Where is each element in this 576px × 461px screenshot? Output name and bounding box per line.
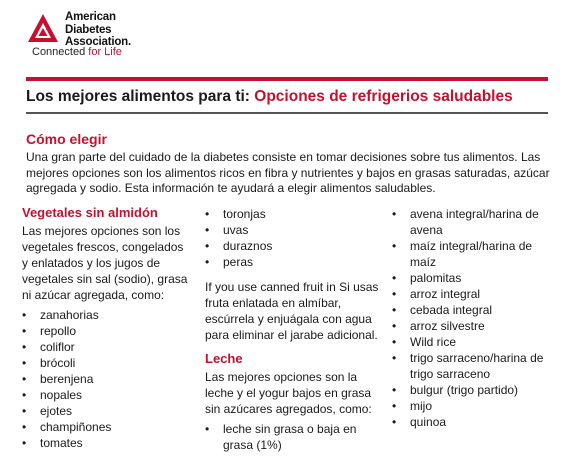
list-item: • repollo [22, 323, 192, 339]
header-rule-top [26, 77, 548, 81]
page-title-prefix: Los mejores alimentos para ti: [26, 88, 250, 105]
milk-list [205, 421, 380, 453]
fruits-list [205, 206, 380, 270]
list-item: • quinoa [392, 414, 557, 430]
tagline-prefix: Connected [32, 46, 86, 58]
list-item: • mijo [392, 398, 557, 414]
column-grains [392, 206, 557, 430]
list-item: • trigo sarraceno/harina de trigo sarraceno [392, 350, 557, 382]
list-item: • duraznos [205, 238, 380, 254]
list-item: • champiñones [22, 419, 192, 435]
list-item: • maíz integral/harina de maíz [392, 238, 557, 270]
list-item: • arroz silvestre [392, 318, 557, 334]
header-rule-bottom [26, 112, 548, 114]
list-item: • cebada integral [392, 302, 557, 318]
list-item: • toronjas [205, 206, 380, 222]
grains-list [392, 206, 557, 430]
section-heading-como-elegir: Cómo elegir [26, 131, 107, 147]
milk-description: Las mejores opciones son la leche y el yogur bajos en grasa sin azúcares agregados, como: [205, 370, 372, 416]
list-item: • bulgur (trigo partido) [392, 382, 557, 398]
list-item: • brócoli [22, 355, 192, 371]
list-item: • avena integral/harina de avena [392, 206, 557, 238]
page-title [26, 88, 513, 106]
logo-name-line: Diabetes [65, 23, 112, 36]
list-item: • arroz integral [392, 286, 557, 302]
tagline [32, 46, 122, 58]
list-item: • ejotes [22, 403, 192, 419]
column-vegetables [22, 205, 192, 451]
list-item: • leche sin grasa o baja en grasa (1%) [205, 421, 380, 453]
logo-name-line: American [65, 11, 116, 23]
organization-name [65, 11, 131, 49]
vegetables-list [22, 307, 192, 451]
list-item: • palomitas [392, 270, 557, 286]
column-fruits-milk [205, 206, 380, 453]
list-item: • nopales [22, 387, 192, 403]
list-item: • tomates [22, 435, 192, 451]
vegetables-description: Las mejores opciones son los vegetales frescos, congelados y enlatados y los jugos de vegetales sin sal (sodio), grasa ni azúcar agregada, como: [22, 224, 188, 302]
ada-triangle-icon [27, 13, 59, 43]
intro-paragraph: Una gran parte del cuidado de la diabetes consiste en tomar decisiones sobre tus alimentos. Las mejores opciones son los alimentos ricos en fibra y nutrientes y bajos en grasas saturadas, azúcar agregada y sodio. Esta información te ayudará a elegir alimentos saludables. [26, 150, 550, 195]
list-item: • Wild rice [392, 334, 557, 350]
tagline-accent: for Life [88, 46, 122, 58]
list-item: • berenjena [22, 371, 192, 387]
section-heading-vegetables: Vegetales sin almidón [22, 205, 158, 220]
canned-fruit-note: If you use canned fruit in Si usas fruta enlatada en almíbar, escúrrela y enjuágala con agua para eliminar el jarabe adicional. [205, 280, 379, 342]
list-item: • coliflor [22, 339, 192, 355]
page-title-accent: Opciones de refrigerios saludables [254, 88, 513, 105]
ada-logo [27, 11, 177, 61]
list-item: • uvas [205, 222, 380, 238]
logo-name-line: Association. [65, 36, 131, 48]
list-item: • zanahorias [22, 307, 192, 323]
list-item: • peras [205, 254, 380, 270]
section-heading-milk: Leche [205, 351, 243, 366]
